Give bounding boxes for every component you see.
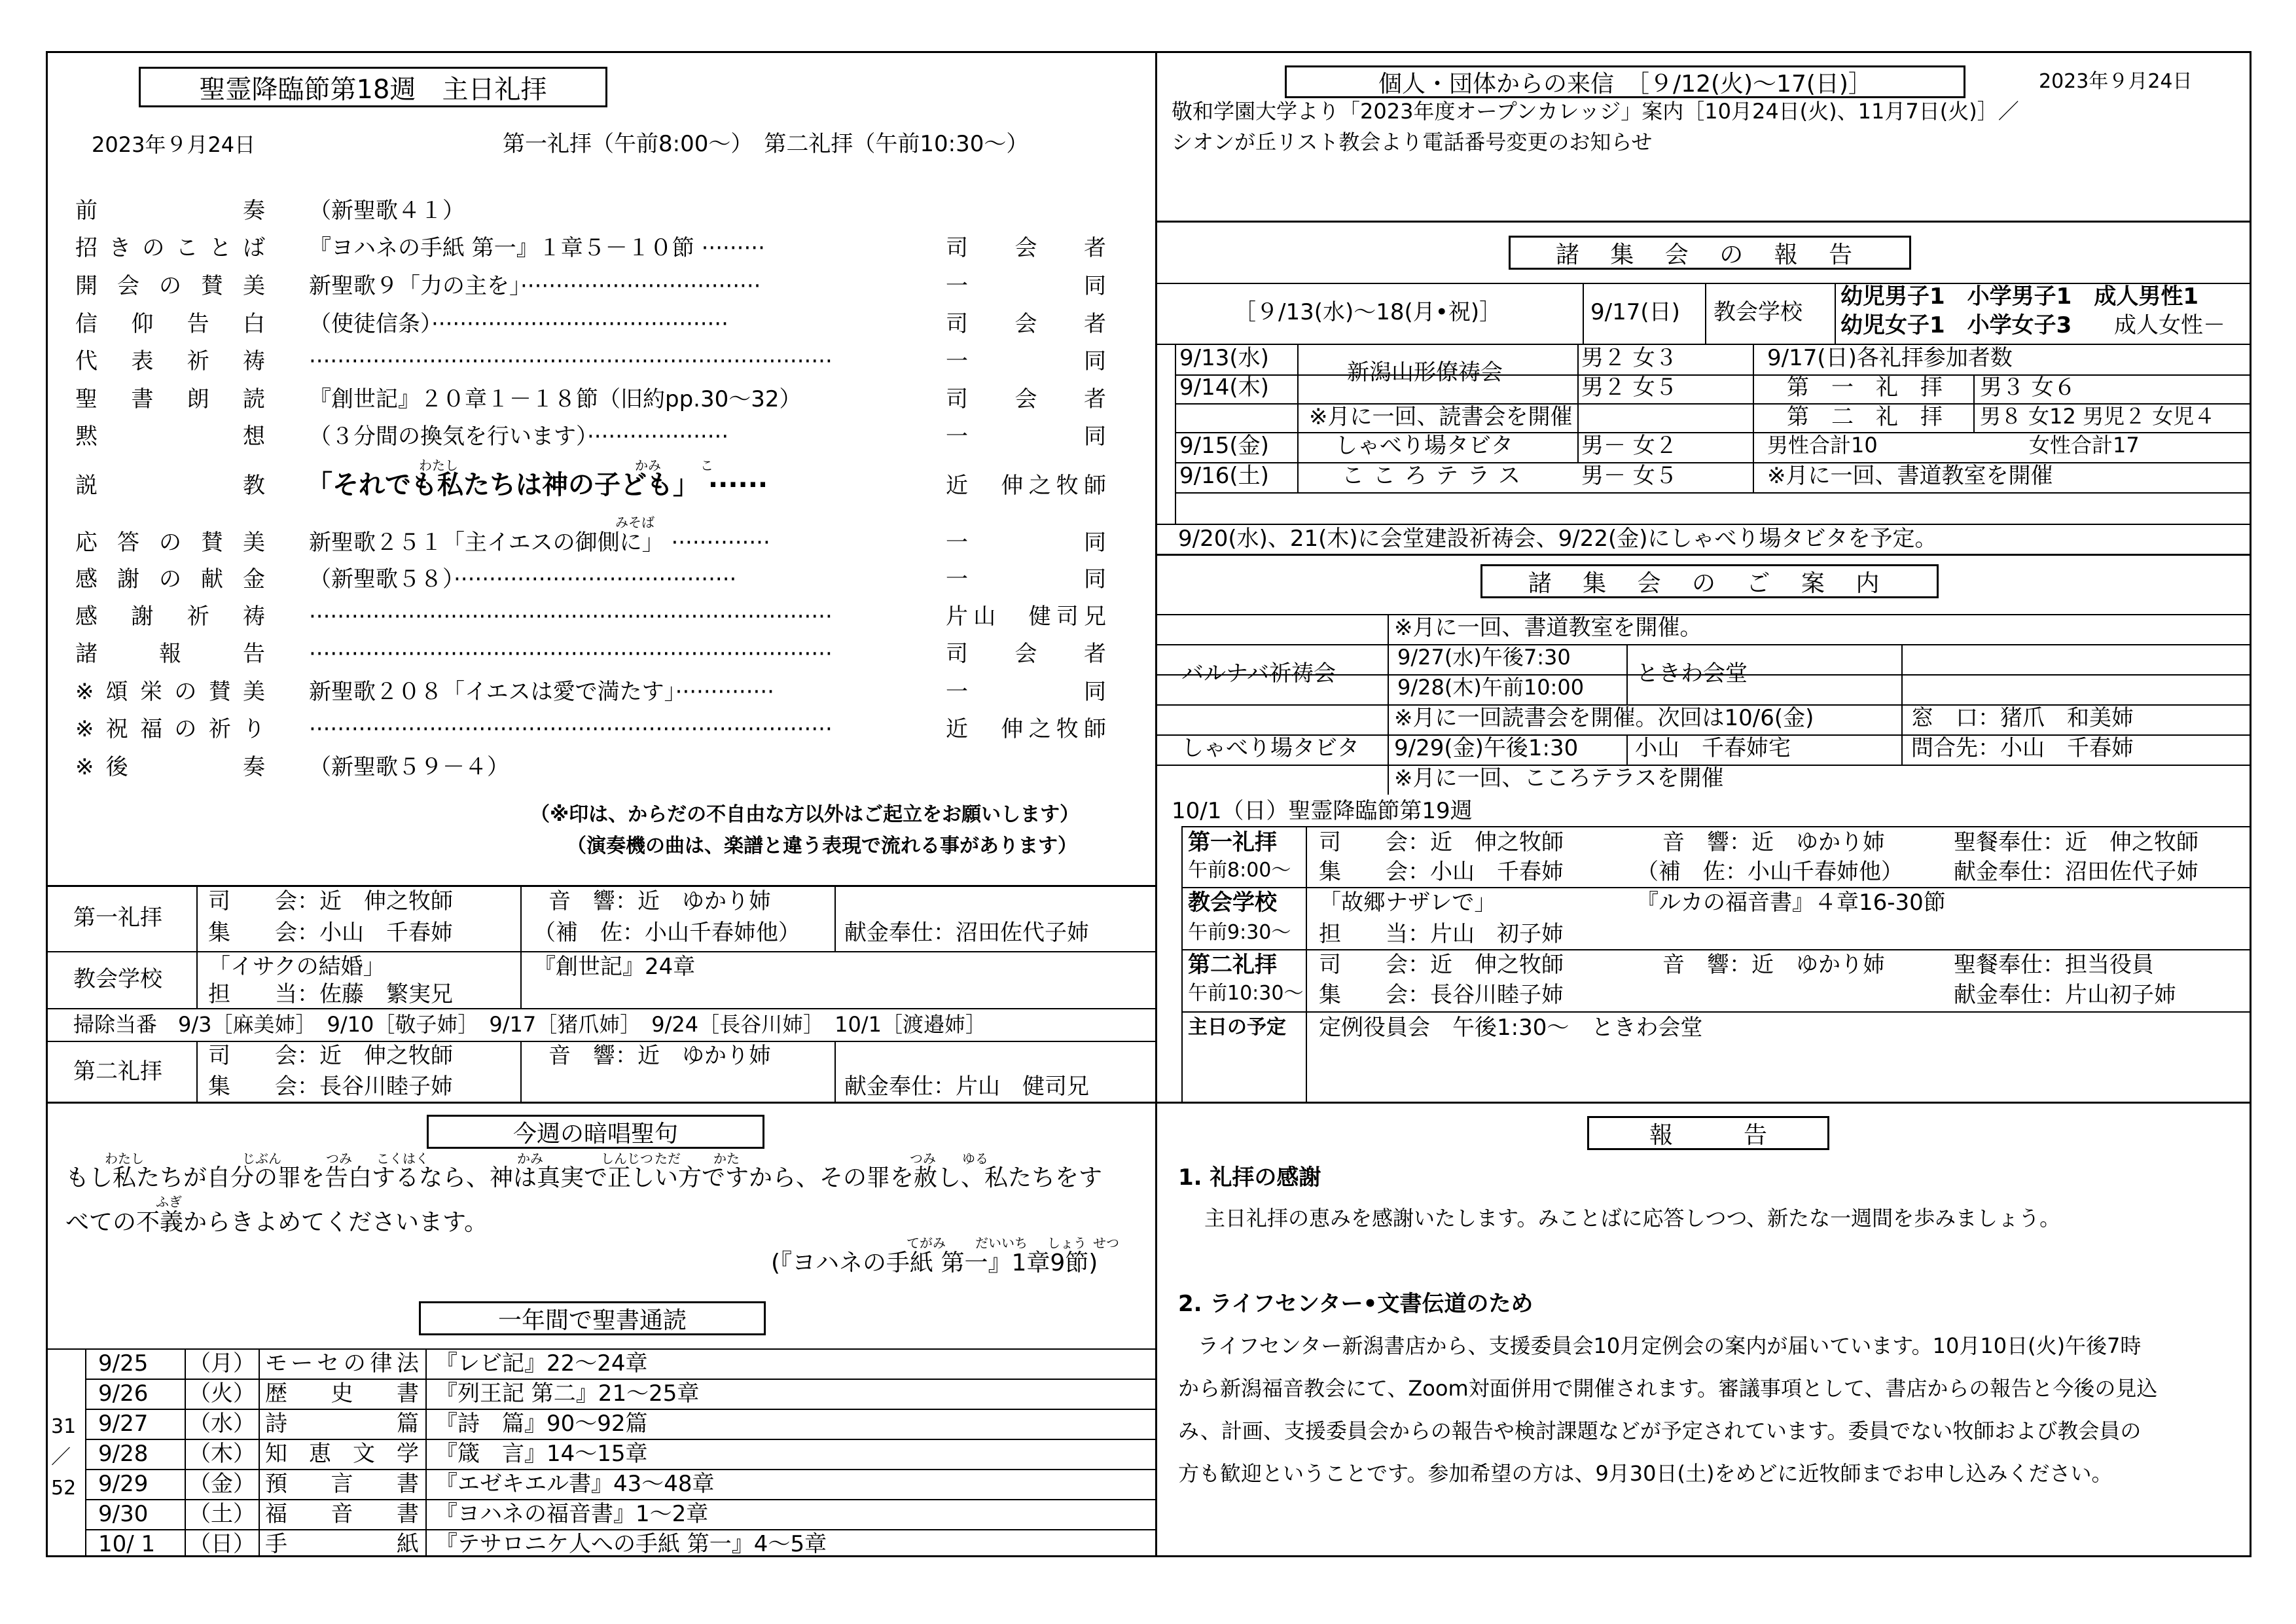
next-second-communion: 聖餐奉仕：担当役員	[1954, 952, 2154, 978]
service-date: 2023年９月24日	[92, 132, 256, 157]
female-total: 女性合計17	[2029, 433, 2140, 458]
bible-date: 9/25	[98, 1350, 149, 1377]
school-teacher: 担 当：佐藤 繁実兄	[208, 981, 453, 1007]
order-person: 一 同	[946, 348, 1106, 374]
line	[1705, 283, 1706, 344]
rule	[85, 1469, 1157, 1470]
guide-contact: 問合先：小山 千春姉	[1911, 735, 2134, 761]
order-label: 信仰告白	[75, 311, 265, 337]
duty-line	[46, 1008, 1157, 1009]
bible-book: 『詩 篇』90～92篇	[435, 1411, 648, 1437]
duty-col	[834, 885, 836, 951]
order-label: ※頌栄の賛美	[75, 679, 265, 705]
guide-barnabas-place: ときわ会堂	[1636, 660, 1748, 687]
verse-ruby: ふぎ	[156, 1194, 182, 1210]
news-body-2-line2: から新潟福音教会にて、Zoom対面併用で開催されます。審議事項として、書店からの報告と今後の見込	[1178, 1376, 2158, 1401]
attendance-second-label: 第 二 礼 拝	[1787, 404, 1943, 430]
guide-barnabas: バルナバ祈祷会	[1181, 660, 1336, 687]
frame-left	[46, 51, 48, 1557]
mail-heading: 個人・団体からの来信 ［９/12(火)～17(日)］	[1285, 65, 1965, 98]
order-person: 一 同	[946, 424, 1106, 450]
order-text: ··········································································	[309, 348, 833, 374]
next-sunday-label: 主日の予定	[1188, 1016, 1286, 1039]
rule	[1181, 826, 2251, 827]
report-school-row1: 幼児男子1 小学男子1 成人男性1	[1840, 283, 2198, 310]
rule	[85, 1348, 86, 1555]
rule	[1181, 826, 1183, 1102]
verse-ruby: かた	[713, 1151, 740, 1166]
bible-category: 知恵文学	[265, 1441, 419, 1467]
frame-top	[46, 51, 2251, 53]
attendance-first-value: 男３ 女６	[1980, 374, 2076, 401]
order-label: ※祝福の祈り	[75, 716, 265, 742]
guide-calligraphy: ※月に一回、書道教室を開催。	[1394, 615, 1702, 641]
duty-col	[196, 1041, 198, 1102]
rule	[1155, 614, 2251, 615]
order-person: 司 会 者	[946, 311, 1106, 337]
order-text: ··········································································	[309, 641, 833, 667]
order-label: 招きのことば	[75, 235, 265, 261]
news-body-2-line4: 方も歓迎ということです。参加希望の方は、9月30日(土)をめどに近牧師までお申し込みください。	[1178, 1461, 2113, 1486]
report-school-label: 教会学校	[1713, 299, 1803, 325]
report-count: 男－ 女５	[1581, 463, 1677, 489]
mail-date: 2023年９月24日	[2039, 70, 2193, 93]
rule	[85, 1499, 1157, 1500]
report-note: ※月に一回、読書会を開催	[1309, 404, 1573, 430]
bible-date: 10/ 1	[98, 1531, 156, 1557]
sermon-ruby: かみ	[635, 458, 661, 473]
rule	[1297, 432, 1299, 492]
order-label: 感謝の献金	[75, 566, 265, 592]
bible-date: 9/28	[98, 1441, 149, 1467]
order-label: 代表祈祷	[75, 348, 265, 374]
divider	[1155, 554, 2251, 556]
order-text: （使徒信条）··········································	[309, 311, 728, 337]
next-first-communion: 聖餐奉仕：近 伸之牧師	[1954, 829, 2198, 856]
next-school-teacher: 担 当：片山 初子姉	[1319, 921, 1564, 947]
next-second-gathering: 集 会：長谷川睦子姉	[1319, 982, 1564, 1008]
order-person: 司 会 者	[946, 386, 1106, 412]
service-times: 第一礼拝（午前8:00～） 第二礼拝（午前10:30～）	[503, 131, 1029, 157]
report-heading: 諸 集 会 の 報 告	[1509, 236, 1911, 270]
verse-ruby: こくはく	[376, 1151, 429, 1166]
guide-barnabas-time1: 9/27(水)午後7:30	[1397, 645, 1571, 670]
bible-book: 『箴 言』14～15章	[435, 1441, 648, 1467]
order-person: 近 伸之牧師	[946, 716, 1106, 742]
rule	[1901, 644, 1903, 704]
order-label: 聖書朗読	[75, 386, 265, 412]
verse-heading: 今週の暗唱聖句	[427, 1115, 764, 1149]
guide-tabita: しゃべり場タビタ	[1181, 735, 1359, 761]
next-first-offering: 献金奉仕：沼田佐代子姉	[1954, 859, 2198, 885]
bible-book: 『レビ記』22～24章	[435, 1350, 648, 1377]
report-meeting-name: こころテラス	[1342, 463, 1530, 489]
order-text: ··········································································	[309, 716, 833, 742]
mail-item-2: シオンが丘リスト教会より電話番号変更のお知らせ	[1172, 130, 1653, 154]
first-assist: （補 佐：小山千春姉他）	[533, 920, 800, 946]
next-sunday-text: 定例役員会 午後1:30～ ときわ会堂	[1319, 1015, 1703, 1041]
rule	[1901, 704, 1903, 765]
rule	[1181, 949, 2251, 950]
order-label: 応答の賛美	[75, 530, 265, 556]
sermon-ruby: こ	[700, 458, 713, 473]
order-text: 『ヨハネの手紙 第一』１章５－１０節 ·········	[309, 235, 765, 261]
rule	[1388, 614, 1389, 795]
order-text: ··········································································	[309, 604, 833, 630]
bible-book: 『テサロニケ人への手紙 第一』4～5章	[435, 1531, 827, 1557]
bible-reading-heading: 一年間で聖書通読	[419, 1301, 766, 1335]
verse-ruby: しんじつ	[601, 1151, 653, 1166]
report-school-row2a: 幼児女子1 小学女子3	[1840, 312, 2072, 338]
report-day: 9/16(土)	[1179, 463, 1269, 489]
order-label: 説 教	[75, 473, 265, 499]
order-label: 諸 報 告	[75, 641, 265, 667]
rule	[1753, 344, 1754, 492]
duty-col	[520, 951, 522, 1008]
duty-line	[46, 951, 1157, 952]
rule	[1626, 734, 1628, 765]
bible-date: 9/27	[98, 1411, 149, 1437]
duty-line	[46, 1041, 1157, 1042]
bible-book: 『列王記 第二』21～25章	[435, 1380, 700, 1407]
school-book: 『創世記』24章	[533, 954, 696, 980]
next-first-gathering: 集 会：小山 千春姉	[1319, 859, 1564, 885]
first-host: 司 会：近 伸之牧師	[208, 888, 453, 914]
order-person: 一 同	[946, 566, 1106, 592]
line	[1583, 283, 1584, 344]
guide-heading: 諸 集 会 の ご 案 内	[1480, 564, 1939, 598]
next-school-title: 「故郷ナザレで」	[1319, 890, 1497, 916]
next-first-label: 第一礼拝	[1188, 829, 1277, 856]
next-second-time: 午前10:30～	[1188, 982, 1304, 1005]
order-person: 片山 健司兄	[946, 604, 1106, 630]
first-gathering: 集 会：小山 千春姉	[208, 920, 453, 946]
bible-day: （木）	[188, 1441, 255, 1467]
next-first-host: 司 会：近 伸之牧師	[1319, 829, 1564, 856]
rule	[1175, 374, 2251, 376]
order-person: 一 同	[946, 273, 1106, 299]
second-host: 司 会：近 伸之牧師	[208, 1043, 453, 1069]
verse-ruby: かみ	[517, 1151, 543, 1166]
rule	[1297, 344, 1299, 435]
next-school-label: 教会学校	[1188, 890, 1277, 916]
news-heading-2: 2. ライフセンター•文書伝道のため	[1178, 1291, 1534, 1317]
order-text: 新聖歌２５１「主イエスの御側に」 ··············	[309, 530, 770, 556]
report-meeting-name: しゃべり場タビタ	[1335, 433, 1513, 459]
duty-col	[520, 1041, 522, 1102]
school-title: 「イサクの結婚」	[208, 954, 386, 980]
order-label: 感謝祈祷	[75, 604, 265, 630]
bible-date: 9/29	[98, 1471, 149, 1497]
praise-ruby: みそば	[615, 514, 655, 530]
school-label: 教会学校	[73, 966, 162, 992]
verse-ruby: ゆる	[962, 1151, 988, 1166]
verse-ref-ruby: しょう	[1047, 1235, 1086, 1251]
rule	[1175, 492, 2251, 494]
bible-day: （日）	[188, 1531, 255, 1557]
next-second-sound: 音 響：近 ゆかり姉	[1662, 952, 1885, 978]
report-day: 9/15(金)	[1179, 433, 1269, 459]
rule	[1577, 344, 1579, 462]
order-text: （３分間の換気を行います）····················	[309, 424, 729, 450]
bible-category: 預 言 書	[265, 1471, 419, 1497]
report-sunday-date: 9/17(日)	[1590, 299, 1680, 325]
rule	[1181, 1011, 2251, 1013]
verse-ruby: わたし	[105, 1151, 144, 1166]
service-title: 聖霊降臨節第18週 主日礼拝	[139, 67, 607, 107]
order-text: （新聖歌４１）	[309, 198, 465, 224]
bible-book: 『ヨハネの福音書』1～2章	[435, 1501, 709, 1527]
report-note-right: ※月に一回、書道教室を開催	[1767, 463, 2053, 489]
bible-category: 手 紙	[265, 1531, 419, 1557]
rule	[425, 1348, 427, 1555]
duty-top	[46, 885, 1157, 887]
male-total: 男性合計10	[1767, 433, 1878, 458]
duty-col	[196, 885, 198, 1008]
music-note: （演奏機の曲は、楽譜と違う表現で流れる事があります）	[567, 835, 1077, 857]
bible-day: （火）	[188, 1380, 255, 1407]
guide-tabita-place: 小山 千春姉宅	[1635, 735, 1791, 761]
bible-day: （水）	[188, 1411, 255, 1437]
attendance-title: 9/17(日)各礼拝参加者数	[1767, 345, 2013, 371]
report-meeting-name: 新潟山形僚祷会	[1347, 359, 1503, 386]
second-service-label: 第二礼拝	[73, 1058, 162, 1085]
guide-barnabas-time2: 9/28(木)午前10:00	[1397, 675, 1585, 700]
rule	[1175, 344, 1176, 524]
bible-day: （金）	[188, 1471, 255, 1497]
order-label: 開会の賛美	[75, 273, 265, 299]
bible-category: 歴 史 書	[265, 1380, 419, 1407]
duty-col	[520, 885, 522, 951]
mail-item-1: 敬和学園大学より「2023年度オープンカレッジ」案内［10月24日(火)、11月7日(火)］／	[1172, 99, 2019, 124]
report-count: 男２ 女５	[1581, 374, 1677, 401]
order-label: ※後 奏	[75, 754, 265, 780]
order-person: 司 会 者	[946, 641, 1106, 667]
verse-ref-ruby: てがみ	[906, 1235, 946, 1251]
verse-ref-ruby: せつ	[1093, 1235, 1119, 1251]
rule	[1155, 644, 2251, 645]
report-day: 9/14(木)	[1179, 374, 1269, 401]
report-count: 男－ 女２	[1581, 433, 1677, 459]
verse-ref-ruby: だいいち	[975, 1235, 1028, 1251]
bible-category: モーセの律法	[265, 1350, 419, 1377]
verse-reference: (『ヨハネの手紙 第一』1章9節)	[771, 1250, 1098, 1276]
rule	[259, 1348, 260, 1555]
bible-day: （土）	[188, 1501, 255, 1527]
line	[1835, 283, 1836, 344]
news-body-2-line1: ライフセンター新潟書店から、支援委員会10月定例会の案内が届いています。10月10日(火)午後7時	[1198, 1333, 2142, 1358]
next-second-label: 第二礼拝	[1188, 952, 1277, 978]
verse-ruby: じぶん	[242, 1151, 281, 1166]
next-school-time: 午前9:30～	[1188, 921, 1291, 944]
bible-side-count: ／	[51, 1446, 71, 1469]
verse-line1: もし私たちが自分の罪を告白するなら、神は真実で正しい方ですから、その罪を赦し、私たちをす	[65, 1164, 1103, 1191]
rule	[85, 1529, 1157, 1530]
order-label: 前 奏	[75, 198, 265, 224]
next-first-time: 午前8:00～	[1188, 859, 1291, 882]
duty-bottom	[46, 1102, 1157, 1104]
order-person: 司 会 者	[946, 235, 1106, 261]
order-text: 新聖歌９「力の主を」··································	[309, 273, 761, 299]
news-heading-1: 1. 礼拝の感謝	[1178, 1164, 1321, 1191]
divider	[1155, 221, 2251, 223]
cleaning-duty: 掃除当番 9/3［麻美姉］ 9/10［敬子姉］ 9/17［猪爪姉］ 9/24［長谷川姉］ 10/1［渡邉姉］	[73, 1012, 986, 1037]
rule	[1973, 374, 1975, 432]
attendance-second-value: 男８ 女12 男児２ 女児４	[1980, 404, 2215, 429]
next-first-sound: 音 響：近 ゆかり姉	[1662, 829, 1885, 856]
duty-col	[834, 1041, 836, 1102]
first-offering: 献金奉仕：沼田佐代子姉	[844, 920, 1089, 946]
order-person: 近 伸之牧師	[946, 473, 1106, 499]
report-schedule: 9/20(水)、21(木)に会堂建設祈祷会、9/22(金)にしゃべり場タビタを予定。	[1178, 526, 1937, 552]
order-text: （新聖歌５８）········································	[309, 566, 737, 592]
bible-side-count: 31	[51, 1415, 77, 1438]
rule	[1626, 644, 1628, 704]
rule	[1306, 826, 1307, 1102]
verse-line2: べての不義からきよめてくださいます。	[65, 1209, 488, 1236]
guide-reading-note: ※月に一回読書会を開催。次回は10/6(金)	[1394, 705, 1814, 731]
next-first-assist: （補 佐：小山千春姉他）	[1636, 859, 1903, 885]
frame-right	[2250, 51, 2251, 1557]
order-text: （新聖歌５９－４）	[309, 754, 509, 780]
standing-note: （※印は、からだの不自由な方以外はご起立をお願いします）	[530, 803, 1080, 826]
next-week-title: 10/1（日）聖霊降臨節第19週	[1172, 798, 1473, 824]
rule	[46, 1348, 1157, 1350]
report-range: ［９/13(水)～18(月•祝)］	[1234, 299, 1502, 325]
report-count: 男２ 女３	[1581, 345, 1677, 371]
news-body-2-line3: み、計画、支援委員会からの報告や検討課題などが予定されています。委員でない牧師および教会員の	[1178, 1418, 2142, 1443]
guide-window: 窓 口：猪爪 和美姉	[1911, 705, 2134, 731]
order-text: 新聖歌２０８「イエスは愛で満たす」··············	[309, 679, 774, 705]
first-service-label: 第一礼拝	[73, 905, 162, 931]
divider	[1155, 1102, 2251, 1104]
first-sound: 音 響：近 ゆかり姉	[548, 888, 771, 914]
bible-day: （月）	[188, 1350, 255, 1377]
second-sound: 音 響：近 ゆかり姉	[548, 1043, 771, 1069]
news-heading: 報 告	[1587, 1116, 1829, 1150]
order-text: 『創世記』２０章１－１８節（旧約pp.30～32）	[309, 386, 802, 412]
center-divider	[1155, 51, 1157, 1557]
next-school-book: 『ルカの福音書』４章16-30節	[1636, 890, 1946, 916]
rule	[85, 1409, 1157, 1410]
bible-book: 『エゼキエル書』43～48章	[435, 1471, 715, 1497]
bible-date: 9/30	[98, 1501, 149, 1527]
bible-date: 9/26	[98, 1380, 149, 1407]
report-school-row2b: 成人女性－	[2114, 312, 2225, 338]
line	[1155, 524, 2251, 525]
guide-kokoro-note: ※月に一回、こころテラスを開催	[1394, 765, 1724, 791]
attendance-first-label: 第 一 礼 拝	[1787, 374, 1943, 401]
sermon-ruby: わたし	[419, 458, 458, 473]
verse-ruby: ただ	[655, 1151, 681, 1166]
guide-tabita-time: 9/29(金)午後1:30	[1394, 735, 1579, 761]
bible-category: 詩 篇	[265, 1411, 419, 1437]
order-person: 一 同	[946, 530, 1106, 556]
rule	[1181, 887, 2251, 888]
rule	[185, 1348, 186, 1555]
second-offering: 献金奉仕：片山 健司兄	[844, 1074, 1089, 1100]
order-person: 一 同	[946, 679, 1106, 705]
verse-ruby: つみ	[910, 1151, 936, 1166]
order-text: 「それでも私たちは神の子ども」 ······	[306, 470, 768, 500]
news-body-1: 主日礼拝の恵みを感謝いたします。みことばに応答しつつ、新たな一週間を歩みましょう。	[1204, 1206, 2061, 1231]
report-day: 9/13(水)	[1179, 345, 1269, 371]
line	[1155, 344, 2251, 345]
order-label: 黙 想	[75, 424, 265, 450]
rule	[85, 1379, 1157, 1380]
verse-ruby: つみ	[326, 1151, 352, 1166]
next-second-offering: 献金奉仕：片山初子姉	[1954, 982, 2176, 1008]
rule	[85, 1439, 1157, 1440]
next-second-host: 司 会：近 伸之牧師	[1319, 952, 1564, 978]
rule	[1175, 462, 2251, 463]
bible-category: 福 音 書	[265, 1501, 419, 1527]
bible-side-count: 52	[51, 1477, 77, 1500]
second-gathering: 集 会：長谷川睦子姉	[208, 1074, 453, 1100]
